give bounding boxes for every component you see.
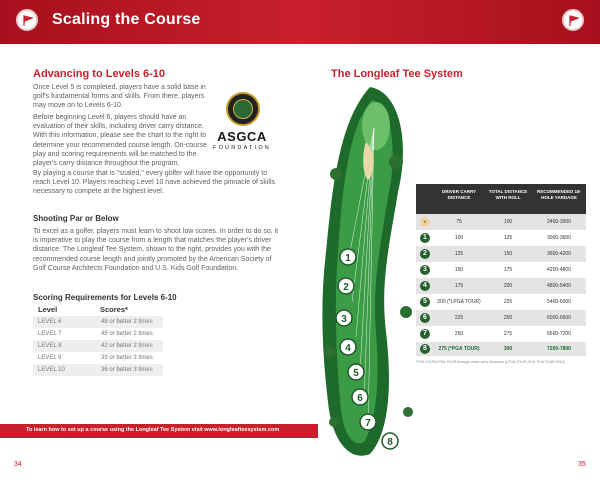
tee-badge: 1: [420, 233, 430, 243]
tee-badge: 7: [420, 329, 430, 339]
header-banner: [0, 0, 600, 44]
col-header-level: Level: [38, 305, 58, 314]
course-tee-2: 2: [343, 282, 349, 293]
table-row: 5 200 (*LPGA TOUR) 225 5400-6000: [416, 294, 586, 310]
tee-badge: 8: [420, 344, 430, 354]
par-heading: Shooting Par or Below: [33, 214, 119, 223]
section-heading: Advancing to Levels 6-10: [33, 68, 166, 80]
table-row: LEVEL 10 36 or better 3 times: [33, 364, 163, 376]
col-header-carry: DRIVER CARRY DISTANCE: [441, 189, 477, 200]
golf-hole-illustration: [310, 82, 420, 462]
table-footnote: *PGA TOUR/LPGA TOUR average driver carry distances (LPGA TOUR 2016, PGA TOUR 2016): [416, 360, 565, 364]
logo-wordmark: ASGCA: [217, 129, 267, 144]
table-row: 3 150 175 4200-4800: [416, 262, 586, 278]
col-header-scores: Scores*: [100, 305, 128, 314]
tee-badge: 3: [420, 265, 430, 275]
table-row: 8 275 (*PGA TOUR) 300 7200-7800: [416, 342, 586, 356]
course-tee-4: 4: [345, 343, 351, 354]
tee-badge: 5: [420, 297, 430, 307]
footer-link-text[interactable]: To learn how to set up a course using the Longleaf Tee System visit www.longleafteesystem.com: [26, 427, 280, 433]
tee-badge: 4: [420, 281, 430, 291]
intro-paragraph: Once Level 5 is completed, players have a solid base in golf's fundamental forms and skills. From there, players may move on to Levels 6-10.: [33, 84, 206, 110]
course-tee-1: 1: [345, 253, 351, 264]
tee-table-header: [416, 184, 586, 214]
before-paragraph: Before beginning Level 6, players should have an evaluation of their skills, including driver carry distance. With this information, please see the chart to the right to determine your recommended course length. On-course play and scoring requirements will be matched to the player's carry distance throughout the program.: [33, 114, 207, 168]
asgca-foundation-logo: [210, 92, 274, 166]
table-row: LEVEL 7 45 or better 2 times: [38, 331, 153, 337]
page-number-left: 34: [14, 461, 22, 468]
course-tee-8: 8: [387, 437, 393, 448]
table-row: 6 225 250 6000-6600: [416, 310, 586, 326]
table-row: LEVEL 6 48 or better 2 times: [33, 316, 163, 328]
page-number-right: 35: [578, 461, 586, 468]
tee-badge: 0: [420, 217, 430, 227]
course-tee-6: 6: [357, 393, 363, 404]
table-row: LEVEL 9 39 or better 3 times: [38, 355, 153, 361]
table-row: 2 125 150 3600-4200: [416, 246, 586, 262]
requirements-table: [33, 312, 163, 376]
tee-badge: 2: [420, 249, 430, 259]
flag-logo-icon: [562, 9, 584, 31]
flag-logo-icon: [16, 9, 38, 31]
course-tee-5: 5: [353, 368, 359, 379]
table-row: 1 100 125 3000-3600: [416, 230, 586, 246]
par-paragraph: To excel as a golfer, players must learn to shoot low scores. In order to do so, it is imperative to play the course from a length that matches the player's driver distance. The Longleaf Tee System, shown to the right, provides you with the recommended course length and jointly promoted by the American Society of Golf Course Architects Foundation and U.S. Kids Golf Foundation.: [33, 228, 279, 272]
col-header-yardage: RECOMMENDED 18-HOLE YARDAGE: [536, 189, 581, 200]
requirements-heading: Scoring Requirements for Levels 6-10: [33, 293, 177, 302]
col-header-total: TOTAL DISTANCE WITH ROLL: [488, 189, 528, 200]
right-heading: The Longleaf Tee System: [331, 68, 463, 80]
table-row: LEVEL 8 42 or better 2 times: [33, 340, 163, 352]
asgca-emblem-icon: [226, 92, 260, 126]
scaled-paragraph: By playing a course that is "scaled," every golfer will have the opportunity to reach Level 10. Players reaching Level 10 have achieved the pinnacle of skills necessary to compete at the highest level.: [33, 170, 276, 196]
table-row: 7 250 275 6600-7200: [416, 326, 586, 342]
table-row: 4 175 200 4800-5400: [416, 278, 586, 294]
page-title: Scaling the Course: [52, 11, 201, 28]
footer-bar: [0, 424, 318, 438]
logo-subtitle: FOUNDATION: [213, 145, 271, 151]
tee-badge: 6: [420, 313, 430, 323]
course-tee-7: 7: [365, 418, 371, 429]
table-row: 0 75 100 2400-3000: [416, 214, 586, 230]
course-tee-3: 3: [341, 314, 347, 325]
